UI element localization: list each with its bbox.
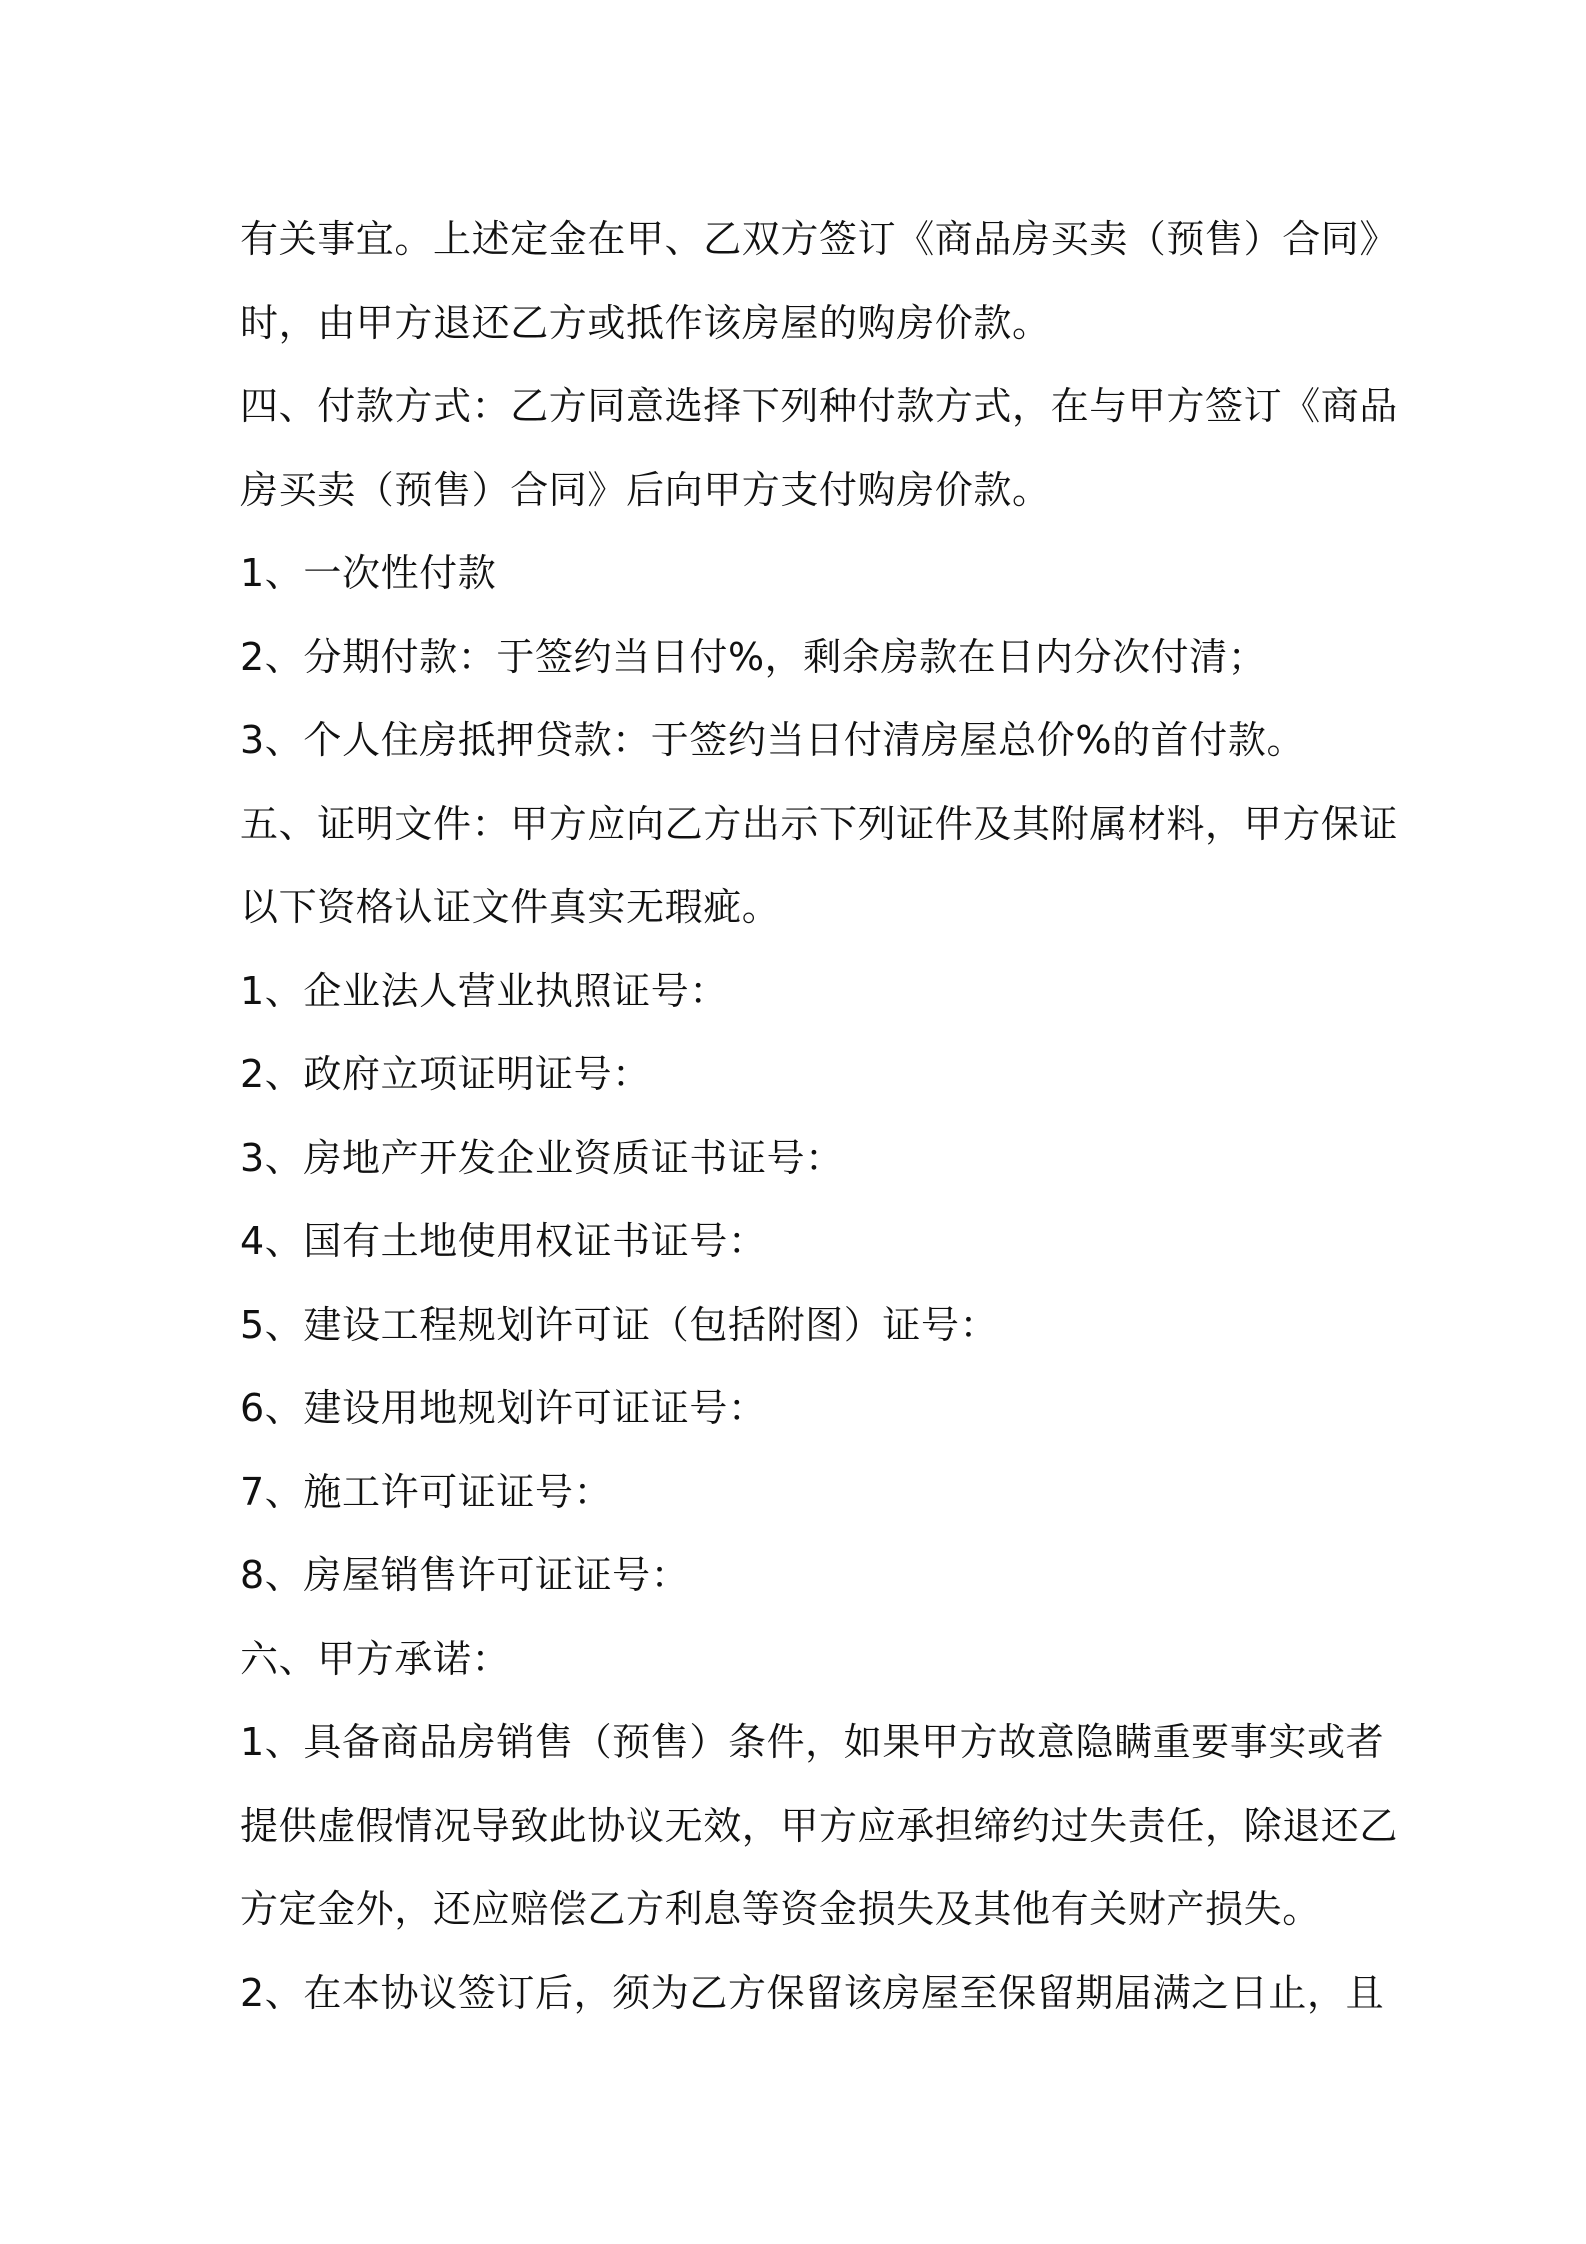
list-item: 1、企业法人营业执照证号：: [240, 968, 728, 1013]
list-item: 1、一次性付款: [240, 551, 497, 595]
list-item: 5、建设工程规划许可证（包括附图）证号：: [240, 1302, 999, 1347]
list-item: 3、房地产开发企业资质证书证号：: [240, 1135, 844, 1180]
section-heading-party-a-commitments: 六、甲方承诺：: [240, 1636, 511, 1681]
document-body: [240, 198, 1399, 2035]
text-line: 房买卖（预售）合同》后向甲方支付购房价款。: [240, 467, 1051, 512]
list-item: 8、房屋销售许可证证号：: [240, 1553, 690, 1597]
list-item: 3、个人住房抵押贷款：于签约当日付清房屋总价%的首付款。: [240, 718, 1306, 762]
list-item: 2、在本协议签订后，须为乙方保留该房屋至保留期届满之日止，且: [240, 1970, 1385, 2015]
text-line: 时，由甲方退还乙方或抵作该房屋的购房价款。: [240, 300, 1051, 345]
list-item: 6、建设用地规划许可证证号：: [240, 1386, 767, 1430]
list-item: 7、施工许可证证号：: [240, 1469, 613, 1514]
list-item: 2、分期付款：于签约当日付%，剩余房款在日内分次付清；: [240, 634, 1267, 679]
section-heading-payment-method: 四、付款方式：乙方同意选择下列种付款方式，在与甲方签订《商品: [240, 384, 1399, 428]
text-line: 以下资格认证文件真实无瑕疵。: [240, 885, 781, 929]
text-line: 有关事宜。上述定金在甲、乙双方签订《商品房买卖（预售）合同》: [240, 217, 1399, 261]
text-line: 方定金外，还应赔偿乙方利息等资金损失及其他有关财产损失。: [240, 1887, 1321, 1931]
list-item: 4、国有土地使用权证书证号：: [240, 1219, 767, 1263]
list-item: 2、政府立项证明证号：: [240, 1052, 651, 1096]
text-line: 提供虚假情况导致此协议无效，甲方应承担缔约过失责任，除退还乙: [240, 1803, 1399, 1848]
list-item: 1、具备商品房销售（预售）条件，如果甲方故意隐瞒重要事实或者: [240, 1720, 1385, 1764]
section-heading-certificates: 五、证明文件：甲方应向乙方出示下列证件及其附属材料，甲方保证: [240, 801, 1399, 846]
